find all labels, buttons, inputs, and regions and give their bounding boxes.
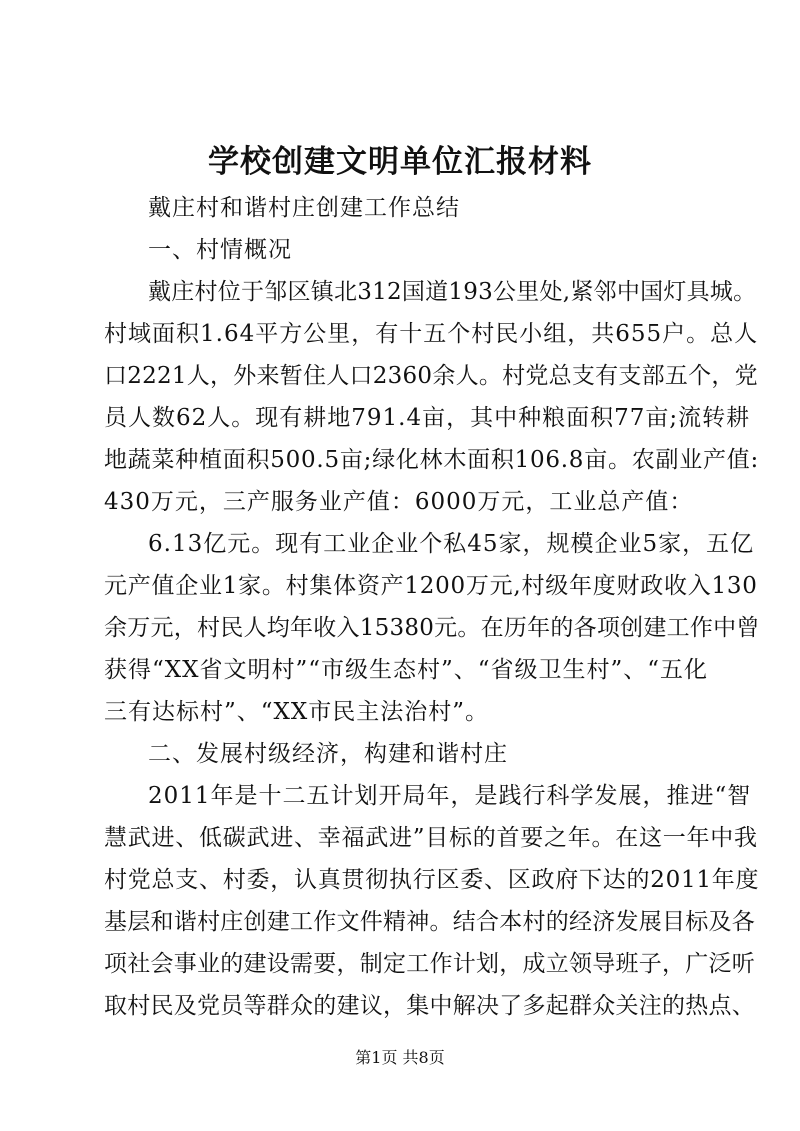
paragraph-line: 地蔬菜种植面积500.5亩;绿化林木面积106.8亩。农副业产值: <box>104 447 759 473</box>
paragraph-line: 6.13亿元。现有工业企业个私45家，规模企业5家，五亿 <box>148 531 755 557</box>
paragraph-line: 余万元，村民人均年收入15380元。在历年的各项创建工作中曾 <box>104 615 760 641</box>
paragraph-line: 2011年是十二五计划开局年，是践行科学发展，推进“智 <box>148 783 752 809</box>
paragraph-line: 员人数62人。现有耕地791.4亩，其中种粮面积77亩;流转耕 <box>104 405 751 431</box>
paragraph-line: 慧武进、低碳武进、幸福武进”目标的首要之年。在这一年中我 <box>104 825 758 851</box>
page-number-footer: 第1页 共8页 <box>355 1048 445 1067</box>
paragraph-line: 三有达标村”、“XX市民主法治村”。 <box>104 699 490 725</box>
section-heading: 一、村情概况 <box>148 237 292 263</box>
paragraph-line: 项社会事业的建设需要，制定工作计划，成立领导班子，广泛听 <box>104 951 755 977</box>
document-title: 学校创建文明单位汇报材料 <box>208 144 592 180</box>
paragraph-line: 基层和谐村庄创建工作文件精神。结合本村的经济发展目标及各 <box>104 909 755 935</box>
paragraph-line: 戴庄村和谐村庄创建工作总结 <box>148 195 460 221</box>
paragraph-line: 取村民及党员等群众的建议，集中解决了多起群众关注的热点、 <box>104 993 755 1019</box>
paragraph-line: 口2221人，外来暂住人口2360余人。村党总支有支部五个，党 <box>104 363 758 389</box>
section-heading: 二、发展村级经济，构建和谐村庄 <box>148 741 508 767</box>
paragraph-line: 元产值企业1家。村集体资产1200万元,村级年度财政收入130 <box>104 573 758 599</box>
paragraph-line: 获得“XX省文明村”“市级生态村”、“省级卫生村”、“五化 <box>104 657 709 683</box>
paragraph-line: 戴庄村位于邹区镇北312国道193公里处,紧邻中国灯具城。 <box>148 279 757 305</box>
paragraph-line: 430万元，三产服务业产值：6000万元，工业总产值： <box>104 489 694 515</box>
paragraph-line: 村域面积1.64平方公里，有十五个村民小组，共655户。总人 <box>104 321 759 347</box>
paragraph-line: 村党总支、村委，认真贯彻执行区委、区政府下达的2011年度 <box>104 867 760 893</box>
